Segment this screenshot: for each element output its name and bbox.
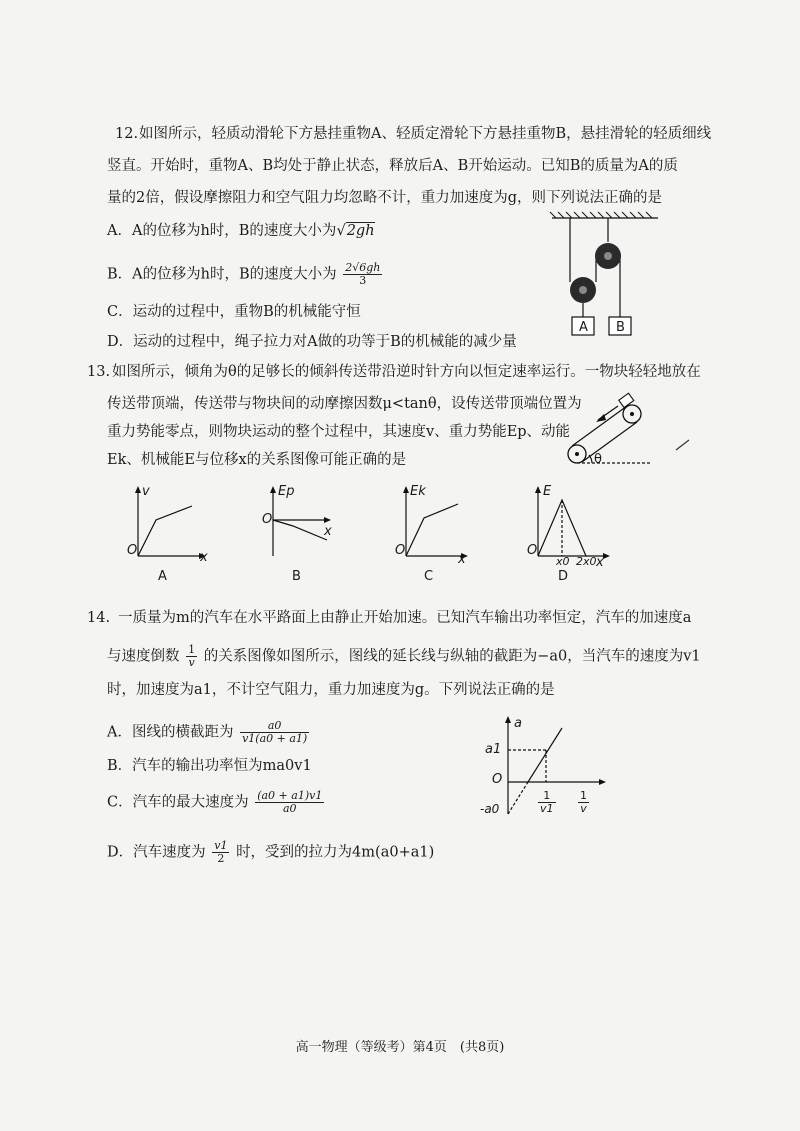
graph-b-option: B: [292, 569, 301, 584]
graph-b-xlabel: x: [324, 524, 332, 539]
q14-graph-tick-v1-num: 1: [538, 790, 556, 803]
q12-option-a-math: 2gh: [346, 223, 375, 239]
q14-line2-part-a: 与速度倒数: [107, 648, 180, 665]
pulley-figure: [550, 212, 660, 342]
q12-option-b: [107, 262, 384, 287]
graph-c-xlabel: x: [458, 552, 466, 567]
q12-option-b-numerator: 2√6gh: [345, 261, 381, 274]
q14-option-c: [107, 790, 326, 815]
q14-option-a-numerator: a0: [240, 720, 309, 733]
q12-number: 12.: [115, 126, 139, 142]
graph-d-origin: O: [527, 543, 538, 558]
q14-option-a-denominator: v1(a0 + a1): [242, 732, 308, 745]
pulley-label-b: B: [616, 320, 625, 335]
q14-option-d-text2: 时，受到的拉力为4m(a0+a1): [236, 844, 435, 861]
q12-option-b-text: B．A的位移为h时，B的速度大小为: [107, 266, 337, 283]
q12-stem-line-3: 量的2倍，假设摩擦阻力和空气阻力均忽略不计，重力加速度为g，则下列说法正确的是: [107, 190, 663, 206]
q14-graph-tick-v: [576, 790, 591, 815]
graph-d-tick-x0: x0: [556, 555, 570, 568]
q12-stem-line-2: 竖直。开始时，重物A、B均处于静止状态，释放后A、B开始运动。已知B的质量为A的质: [107, 158, 678, 174]
q13-number: 13.: [87, 364, 111, 380]
q14-option-b: B．汽车的输出功率恒为ma0v1: [107, 758, 312, 774]
q14-graph-tick-v1-den: v1: [540, 802, 554, 815]
q13-stem-line-1: 如图所示，倾角为θ的足够长的倾斜传送带沿逆时针方向以恒定速率运行。一物块轻轻地放在: [112, 364, 701, 380]
q14-line2-frac-num: 1: [188, 643, 196, 656]
q14-option-d-text1: D．汽车速度为: [107, 844, 206, 861]
q14-graph-neg-a0: -a0: [480, 802, 500, 816]
q14-option-a: [107, 720, 311, 745]
graph-a-origin: O: [127, 543, 138, 558]
q14-option-d-denominator: 2: [217, 852, 225, 865]
graph-d-tick-2x0: 2x0: [576, 555, 597, 568]
q12-stem-line-1: 如图所示，轻质动滑轮下方悬挂重物A、轻质定滑轮下方悬挂重物B，悬挂滑轮的轻质细线: [139, 126, 712, 142]
page-footer: 高一物理（等级考）第4页 (共8页): [295, 1040, 505, 1055]
q14-option-c-numerator: (a0 + a1)v1: [257, 789, 323, 802]
graph-c-origin: O: [395, 543, 406, 558]
conveyor-theta: θ: [594, 452, 602, 467]
q14-option-a-text: A．图线的横截距为: [107, 724, 234, 741]
q13-stem-line-4: Ek、机械能E与位移x的关系图像可能正确的是: [107, 452, 407, 468]
q14-graph-tick-v1: [536, 790, 558, 815]
q14-stem-line-2: [107, 644, 701, 669]
graph-c-ylabel: Ek: [410, 484, 426, 499]
pulley-label-a: A: [579, 320, 588, 335]
q14-graph-ylabel: a: [514, 716, 522, 731]
q14-graph-tick-v-den: v: [580, 802, 587, 815]
q14-option-c-text: C．汽车的最大速度为: [107, 794, 249, 811]
q14-graph-tick-v-num: 1: [580, 789, 587, 802]
scan-mark: [675, 438, 691, 452]
q12-option-d: D．运动的过程中，绳子拉力对A做的功等于B的机械能的减少量: [107, 334, 517, 350]
graph-a-ylabel: v: [142, 484, 150, 499]
q14-stem-line-1: 一质量为m的汽车在水平路面上由静止开始加速。已知汽车输出功率恒定，汽车的加速度a: [118, 610, 692, 626]
q14-option-d: [107, 840, 434, 865]
q14-line2-part-b: 的关系图像如图所示，图线的延长线与纵轴的截距为−a0，当汽车的速度为v1: [203, 648, 701, 665]
q13-stem-line-3: 重力势能零点，则物块运动的整个过程中，其速度v、重力势能Ep、动能: [107, 424, 571, 440]
graph-a-xlabel: x: [200, 550, 208, 565]
q12-option-c: C．运动的过程中，重物B的机械能守恒: [107, 304, 361, 320]
q14-stem-line-3: 时，加速度为a1，不计空气阻力，重力加速度为g。下列说法正确的是: [107, 682, 555, 698]
conveyor-figure: [560, 392, 680, 472]
q12-option-a-text: A．A的位移为h时，B的速度大小为: [107, 223, 337, 239]
graph-d-option: D: [558, 569, 569, 584]
q12-option-a: A．A的位移为h时，B的速度大小为√2gh: [107, 223, 375, 239]
q14-line2-frac-den: v: [188, 656, 195, 669]
graph-b-origin: O: [262, 512, 273, 527]
q14-graph-a1: a1: [485, 742, 502, 757]
q12-option-b-denominator: 3: [359, 274, 367, 287]
graph-d-xlabel: x: [596, 555, 604, 570]
q14-option-c-denominator: a0: [282, 802, 297, 815]
graph-c-option: C: [424, 569, 434, 584]
q13-stem-line-2: 传送带顶端，传送带与物块间的动摩擦因数μ<tanθ，设传送带顶端位置为: [107, 396, 582, 412]
graph-b-ylabel: Ep: [278, 484, 295, 499]
graph-a-option: A: [158, 569, 167, 584]
q14-option-d-numerator: v1: [214, 839, 228, 852]
q14-graph-origin: O: [492, 772, 503, 787]
graph-d-ylabel: E: [543, 484, 552, 499]
q14-number: 14.: [87, 610, 111, 626]
